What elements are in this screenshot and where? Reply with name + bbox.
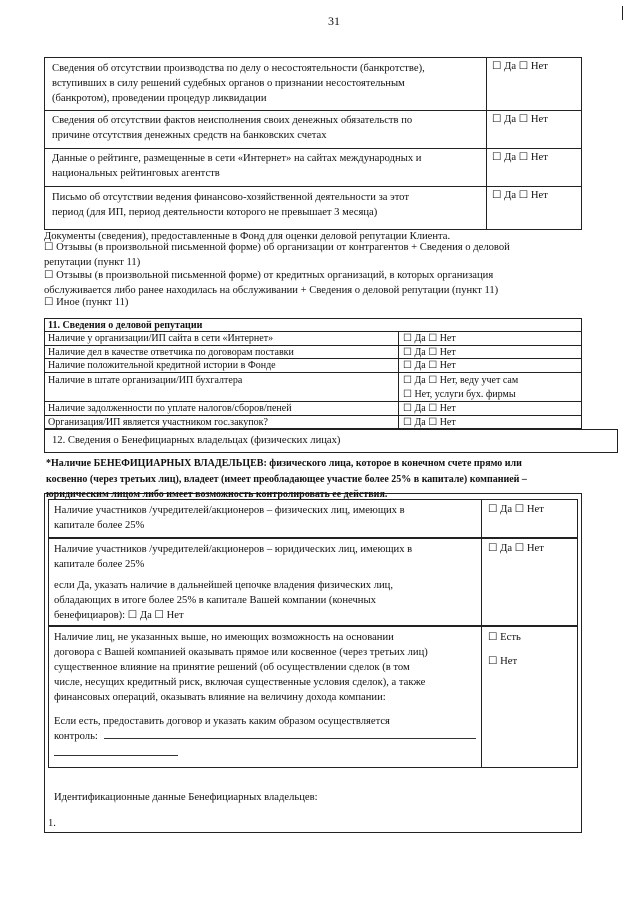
docs-intro: Документы (сведения), предоставленные в Фонд для оценки деловой репутации Клиента. [44, 231, 451, 242]
criteria-bankruptcy-options[interactable]: ☐ Да ☐ Нет [492, 61, 548, 72]
beneficiary-influence-yes[interactable]: ☐ Есть [488, 632, 521, 643]
table-divider [486, 57, 487, 230]
beneficiary-ident-title: Идентификационные данные Бенефициарных владельцев: [54, 792, 318, 803]
criteria-obligations-options[interactable]: ☐ Да ☐ Нет [492, 114, 548, 125]
reputation-accountant-options[interactable]: ☐ Да ☐ Нет, веду учет сам ☐ Нет, услуги бух. фирмы [403, 375, 519, 400]
margin-mark [622, 6, 623, 20]
reputation-credit-options[interactable]: ☐ Да ☐ Нет [403, 360, 456, 371]
criteria-letter-text: Письмо об отсутствии ведения финансово-хозяйственной деятельности за этот период (для ИП, период деятельности которого не превышает 3 месяца) [52, 192, 409, 218]
criteria-rating-text: Данные о рейтинге, размещенные в сети «Интернет» на сайтах международных и национальных рейтинговых агентств [52, 153, 422, 179]
reputation-website-options[interactable]: ☐ Да ☐ Нет [403, 333, 456, 344]
reputation-procurement-label: Организация/ИП является участником гос.закупок? [48, 417, 268, 428]
reputation-credit-label: Наличие положительной кредитной истории в Фонде [48, 360, 276, 371]
beneficiary-influence-no[interactable]: ☐ Нет [488, 656, 518, 667]
beneficiary-contract-instruction: Если есть, предоставить договор и указать каким образом осуществляется контроль: [54, 716, 390, 742]
criteria-bankruptcy-text: Сведения об отсутствии производства по делу о несостоятельности (банкротстве), вступивших в силу решений судебных органов о признании несостоятельным (банкротом), проведении процедур ликвидации [52, 63, 425, 104]
criteria-obligations-text: Сведения об отсутствии фактов неисполнения своих денежных обязательств по причине отсутствия денежных средств на банковских счетах [52, 115, 413, 141]
docs-option-other[interactable]: ☐ Иное (пункт 11) [44, 297, 129, 308]
contract-control-input-line-2[interactable] [54, 755, 178, 756]
section12-title: 12. Сведения о Бенефициарных владельцах (физических лицах) [52, 435, 341, 446]
reputation-website-label: Наличие у организации/ИП сайта в сети «Интернет» [48, 333, 274, 344]
docs-option-banks[interactable]: ☐ Отзывы (в произвольной письменной форме) от кредитных организаций, в которых организация обслуживается либо ранее находилась на обслуживании + Сведения о деловой репутации (пункт 11) [44, 270, 499, 296]
reputation-accountant-label: Наличие в штате организации/ИП бухгалтера [48, 375, 243, 386]
beneficiary-ident-item: 1. [48, 818, 56, 829]
beneficiary-individuals-text: Наличие участников /учредителей/акционеров – физических лиц, имеющих в капитале более 25% [54, 505, 405, 531]
docs-option-contractors[interactable]: ☐ Отзывы (в произвольной письменной форме) об организации от контрагентов + Сведения о деловой репутации (пункт 11) [44, 242, 510, 268]
beneficiary-legal-entities-options[interactable]: ☐ Да ☐ Нет [488, 543, 544, 554]
section11-title: 11. Сведения о деловой репутации [48, 320, 203, 331]
beneficiary-individuals-options[interactable]: ☐ Да ☐ Нет [488, 504, 544, 515]
reputation-lawsuits-label: Наличие дел в качестве ответчика по договорам поставки [48, 347, 294, 358]
reputation-lawsuits-options[interactable]: ☐ Да ☐ Нет [403, 347, 456, 358]
criteria-rating-options[interactable]: ☐ Да ☐ Нет [492, 152, 548, 163]
beneficiary-note: *Наличие БЕНЕФИЦИАРНЫХ ВЛАДЕЛЬЦЕВ: физического лица, которое в конечном счете прямо или косвенно (через третьих лиц), владеет (имеет преобладающее участие более 25% в капитале) компанией – юридическим лицом либо имеет возможность контролировать ее действия. [46, 458, 527, 500]
criteria-letter-options[interactable]: ☐ Да ☐ Нет [492, 190, 548, 201]
reputation-tax-debt-label: Наличие задолженности по уплате налогов/сборов/пеней [48, 403, 292, 414]
beneficiary-influence-text: Наличие лиц, не указанных выше, но имеющих возможность на основании договора с Вашей компанией оказывать прямое или косвенное (через третьих лиц) существенное влияние на принятие решений (об осуществлении сделок (в том числе, несущих кредитный риск, включая существенные условия сделок), а также финансовых операций, оказывать влияние на величину дохода компании: [54, 632, 428, 703]
page-number: 31 [328, 14, 340, 28]
beneficiary-legal-entities-text: Наличие участников /учредителей/акционеров – юридических лиц, имеющих в капитале более 25% [54, 544, 413, 570]
reputation-procurement-options[interactable]: ☐ Да ☐ Нет [403, 417, 456, 428]
reputation-tax-debt-options[interactable]: ☐ Да ☐ Нет [403, 403, 456, 414]
beneficiary-chain-question[interactable]: если Да, указать наличие в дальнейшей цепочке владения физических лиц, обладающих в итоге более 25% в капитале Вашей компании (конечных бенефициаров): ☐ Да ☐ Нет [54, 580, 393, 621]
contract-control-input-line[interactable] [104, 738, 476, 739]
